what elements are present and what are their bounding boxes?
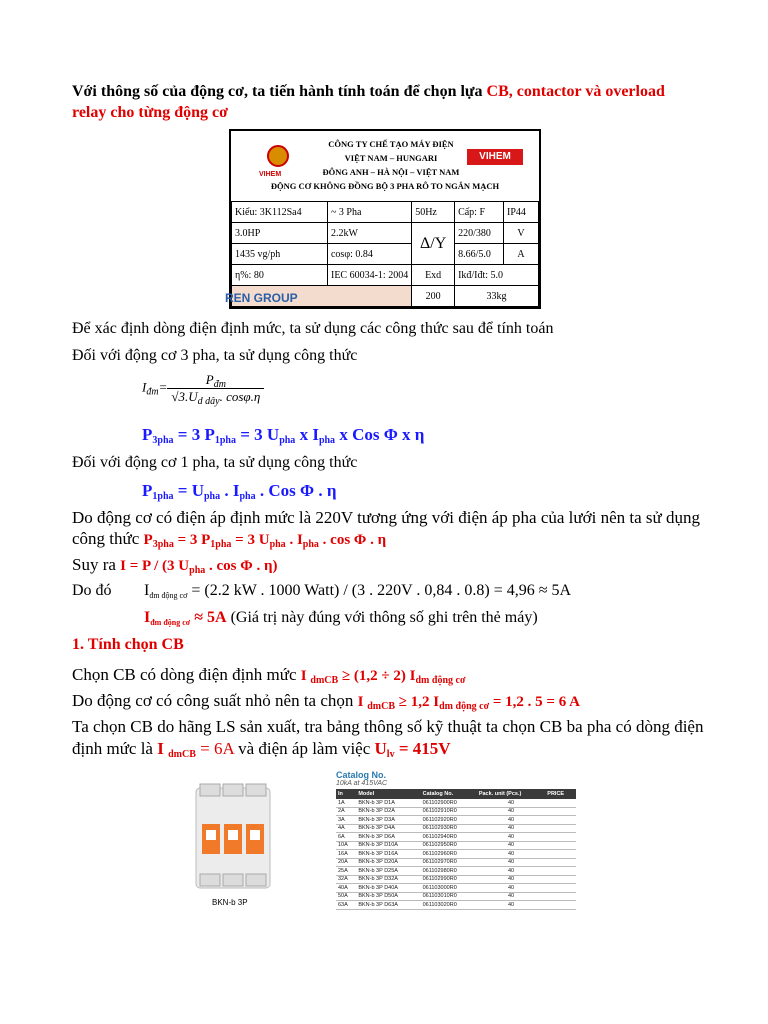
table-row bbox=[336, 892, 576, 901]
table-cell: BKN-b 3P D40A bbox=[356, 884, 420, 893]
suy-ra-line: Suy ra I = P / (3 $U_{pha}$ . cos Φ . η) bbox=[72, 555, 278, 576]
table-cell: 40 bbox=[477, 824, 545, 833]
current-formula bbox=[142, 372, 264, 405]
voltage-cell: 220/380 bbox=[455, 223, 504, 244]
breaker-label: BKN-b 3P bbox=[212, 898, 248, 907]
standard-cell: IEC 60034-1: 2004 bbox=[327, 265, 411, 286]
result-note: (Giá trị này đúng với thông số ghi trên thẻ máy) bbox=[226, 609, 538, 626]
table-cell: BKN-b 3P D4A bbox=[356, 824, 420, 833]
table-cell: 061103020R0 bbox=[421, 901, 477, 910]
exd-cell: Exd bbox=[412, 265, 455, 286]
calc-line bbox=[72, 582, 572, 600]
table-cell: BKN-b 3P D1A bbox=[356, 799, 420, 807]
paragraph-1: Để xác định dòng điện định mức, ta sử dụng các công thức sau để tính toán bbox=[72, 320, 554, 337]
company-line-3: ĐÔNG ANH – HÀ NỘI – VIỆT NAM bbox=[322, 167, 460, 177]
table-cell: 63A bbox=[336, 901, 356, 910]
table-cell: 061102930R0 bbox=[421, 824, 477, 833]
table-cell: 10A bbox=[336, 841, 356, 850]
formula-denominator: $√3.U_{d dây}$. cosφ.η bbox=[167, 388, 264, 405]
table-cell bbox=[545, 892, 576, 901]
paragraph-4-cont: công thức $P_{3pha} = 3$ $P_{1pha} = 3$ $U_{pha}$ . $I_{pha}$ . cos Φ . η bbox=[72, 529, 387, 550]
catalog-panel bbox=[336, 770, 588, 910]
table-row bbox=[232, 265, 539, 286]
table-row bbox=[336, 841, 576, 850]
brand-badge: VIHEM bbox=[467, 149, 523, 165]
table-row bbox=[336, 824, 576, 833]
ip-cell: IP44 bbox=[504, 202, 539, 223]
table-cell: 40 bbox=[477, 807, 545, 816]
formula-lhs-sub: đm bbox=[146, 386, 159, 398]
table-cell: BKN-b 3P D16A bbox=[356, 850, 420, 859]
efficiency-cell: η%: 80 bbox=[232, 265, 328, 286]
col-header: Catalog No. bbox=[421, 789, 477, 799]
voltage-unit-cell: V bbox=[504, 223, 539, 244]
table-cell: BKN-b 3P D20A bbox=[356, 858, 420, 867]
company-line-2: VIỆT NAM – HUNGARI bbox=[344, 153, 438, 163]
table-row bbox=[336, 867, 576, 876]
calc-label: Do đó bbox=[72, 582, 112, 599]
intro-highlight: CB, contactor và overload bbox=[486, 83, 665, 100]
table-cell: 40 bbox=[477, 858, 545, 867]
class-cell: Cấp: F bbox=[455, 202, 504, 223]
cb-line-4: định mức là I $_{dmCB}$ = 6A và điện áp làm việc $U_{lv} = 415V$ bbox=[72, 739, 451, 760]
table-cell: 25A bbox=[336, 867, 356, 876]
hp-cell: 3.0HP bbox=[232, 223, 328, 244]
table-cell: 50A bbox=[336, 892, 356, 901]
cb-line-2: Do động cơ có công suất nhỏ nên ta chọn I $_{dmCB}$ ≥ 1,2 $I_{dm động cơ} = 1,2$ . 5 = 6 A bbox=[72, 691, 580, 712]
catalog-header-row bbox=[336, 789, 576, 799]
table-cell bbox=[545, 875, 576, 884]
table-cell bbox=[545, 884, 576, 893]
table-cell: BKN-b 3P D25A bbox=[356, 867, 420, 876]
col-header: In bbox=[336, 789, 356, 799]
table-cell: 40 bbox=[477, 875, 545, 884]
table-cell: 40 bbox=[477, 850, 545, 859]
freq-cell: 50Hz bbox=[412, 202, 455, 223]
weight-cell: 33kg bbox=[455, 286, 539, 307]
paragraph-2: Đối với động cơ 3 pha, ta sử dụng công thức bbox=[72, 347, 358, 364]
circuit-breaker-image bbox=[192, 782, 274, 894]
table-cell: 32A bbox=[336, 875, 356, 884]
table-cell: 061102950R0 bbox=[421, 841, 477, 850]
calc-value: $I_{đm động cơ} = (2.2$ kW . 1000 Watt) / (3 . 220V . 0,84 . 0.8) = 4,96 ≈ 5A bbox=[144, 582, 572, 600]
catalog-title: Catalog No. bbox=[336, 770, 387, 780]
table-cell: 061102960R0 bbox=[421, 850, 477, 859]
table-cell bbox=[545, 858, 576, 867]
table-cell: 3A bbox=[336, 816, 356, 825]
table-cell: 061103000R0 bbox=[421, 884, 477, 893]
current-cell: 8.66/5.0 bbox=[455, 244, 504, 265]
paragraph-4: Do động cơ có điện áp định mức là 220V tương ứng với điện áp pha của lưới nên ta sử dụng bbox=[72, 508, 700, 527]
table-cell bbox=[545, 833, 576, 842]
table-cell bbox=[545, 901, 576, 910]
intro-line-2: relay cho từng động cơ bbox=[72, 104, 228, 121]
intro-text: Với thông số của động cơ, ta tiến hành tính toán để chọn lựa bbox=[72, 83, 487, 100]
equation-1-phase: $P_{1pha} = U_{pha}$ . $I_{pha}$ . Cos Φ . η bbox=[142, 481, 337, 502]
phase-cell: ~ 3 Pha bbox=[327, 202, 411, 223]
nameplate-title: ĐỘNG CƠ KHÔNG ĐỒNG BỘ 3 PHA RÔ TO NGẮN MẠCH bbox=[270, 181, 500, 191]
table-cell bbox=[545, 867, 576, 876]
table-cell: 6A bbox=[336, 833, 356, 842]
table-cell: 061102980R0 bbox=[421, 867, 477, 876]
table-cell bbox=[545, 807, 576, 816]
col-header: Pack. unit (Pcs.) bbox=[477, 789, 545, 799]
company-line-1: CÔNG TY CHẾ TẠO MÁY ĐIỆN bbox=[328, 139, 454, 149]
logo-text: VIHEM bbox=[259, 171, 282, 178]
formula-numerator: $P_{đm}$ bbox=[205, 372, 226, 390]
table-cell: BKN-b 3P D63A bbox=[356, 901, 420, 910]
table-cell: 40 bbox=[477, 841, 545, 850]
table-cell: 2A bbox=[336, 807, 356, 816]
table-cell bbox=[545, 850, 576, 859]
col-header: Model bbox=[356, 789, 420, 799]
table-cell: 16A bbox=[336, 850, 356, 859]
motor-nameplate bbox=[225, 129, 541, 309]
table-row bbox=[232, 223, 539, 244]
ratio-cell: Ikđ/Iđt: 5.0 bbox=[455, 265, 539, 286]
cosphi-cell: cosφ: 0.84 bbox=[327, 244, 411, 265]
table-cell: 20A bbox=[336, 858, 356, 867]
table-row bbox=[336, 858, 576, 867]
table-cell: 061102910R0 bbox=[421, 807, 477, 816]
table-cell bbox=[545, 816, 576, 825]
formula-fraction bbox=[167, 372, 264, 405]
table-cell bbox=[545, 799, 576, 807]
table-row bbox=[336, 884, 576, 893]
section-heading: 1. Tính chọn CB bbox=[72, 636, 184, 653]
watermark-logo: REN GROUP bbox=[225, 291, 298, 305]
table-row bbox=[336, 833, 576, 842]
formula-equals: = bbox=[158, 379, 168, 395]
table-cell: BKN-b 3P D3A bbox=[356, 816, 420, 825]
table-cell: 40 bbox=[477, 816, 545, 825]
table-cell: 4A bbox=[336, 824, 356, 833]
cb-line-1: Chọn CB có dòng điện định mức I $_{dmCB}$ ≥ (1,2 ÷ 2) $I_{dm động cơ}$ bbox=[72, 665, 466, 686]
formula-lhs: I bbox=[142, 379, 147, 395]
catalog-table bbox=[336, 789, 576, 910]
paragraph-3: Đối với động cơ 1 pha, ta sử dụng công thức bbox=[72, 454, 358, 471]
table-row bbox=[336, 875, 576, 884]
table-row bbox=[336, 901, 576, 910]
current-equation: I = P / (3 $U_{pha}$ . cos Φ . η) bbox=[120, 558, 278, 576]
table-cell: 1A bbox=[336, 799, 356, 807]
table-cell: BKN-b 3P D2A bbox=[356, 807, 420, 816]
current-unit-cell: A bbox=[504, 244, 539, 265]
table-cell: 40 bbox=[477, 901, 545, 910]
kw-cell: 2.2kW bbox=[327, 223, 411, 244]
table-row bbox=[336, 799, 576, 807]
intro-line-1 bbox=[72, 83, 665, 101]
table-row bbox=[336, 807, 576, 816]
table-cell: BKN-b 3P D10A bbox=[356, 841, 420, 850]
table-cell: 40 bbox=[477, 799, 545, 807]
result-line bbox=[144, 609, 538, 627]
table-cell: 40 bbox=[477, 867, 545, 876]
catalog-subtitle: 10kA at 415VAC bbox=[336, 780, 388, 787]
result-value: $I_{đm động cơ} \approx 5A$ bbox=[144, 609, 227, 627]
table-cell: 061103010R0 bbox=[421, 892, 477, 901]
table-cell: BKN-b 3P D6A bbox=[356, 833, 420, 842]
table-cell: 40 bbox=[477, 892, 545, 901]
table-cell: 061102900R0 bbox=[421, 799, 477, 807]
equation-3-phase: $P_{3pha} = 3$ $P_{1pha} = 3$ $U_{pha}$ x $I_{pha}$ x Cos Φ x η bbox=[142, 425, 425, 446]
connection-cell: Δ/Y bbox=[412, 223, 455, 265]
table-row bbox=[336, 816, 576, 825]
equation-red: $P_{3pha} = 3$ $P_{1pha} = 3$ $U_{pha}$ . $I_{pha}$ . cos Φ . η bbox=[143, 532, 387, 550]
table-row bbox=[232, 202, 539, 223]
table-cell: 40A bbox=[336, 884, 356, 893]
table-cell bbox=[545, 841, 576, 850]
table-row bbox=[336, 850, 576, 859]
table-row bbox=[232, 244, 539, 265]
table-cell: 061102970R0 bbox=[421, 858, 477, 867]
table-cell: BKN-b 3P D32A bbox=[356, 875, 420, 884]
table-cell: 40 bbox=[477, 833, 545, 842]
cb-line-3: Ta chọn CB do hãng LS sản xuất, tra bảng thông số kỹ thuật ta chọn CB ba pha có dòng điện bbox=[72, 717, 704, 736]
table-cell: 061102990R0 bbox=[421, 875, 477, 884]
type-cell: Kiểu: 3K112Sa4 bbox=[232, 202, 328, 223]
table-cell: 40 bbox=[477, 884, 545, 893]
table-cell: 061102940R0 bbox=[421, 833, 477, 842]
serial-cell: 200 bbox=[412, 286, 455, 307]
nameplate-header bbox=[231, 131, 539, 201]
col-header: PRICE bbox=[545, 789, 576, 799]
speed-cell: 1435 vg/ph bbox=[232, 244, 328, 265]
table-cell: BKN-b 3P D50A bbox=[356, 892, 420, 901]
vihem-logo-icon bbox=[267, 145, 289, 167]
table-cell bbox=[545, 824, 576, 833]
table-cell: 061102920R0 bbox=[421, 816, 477, 825]
